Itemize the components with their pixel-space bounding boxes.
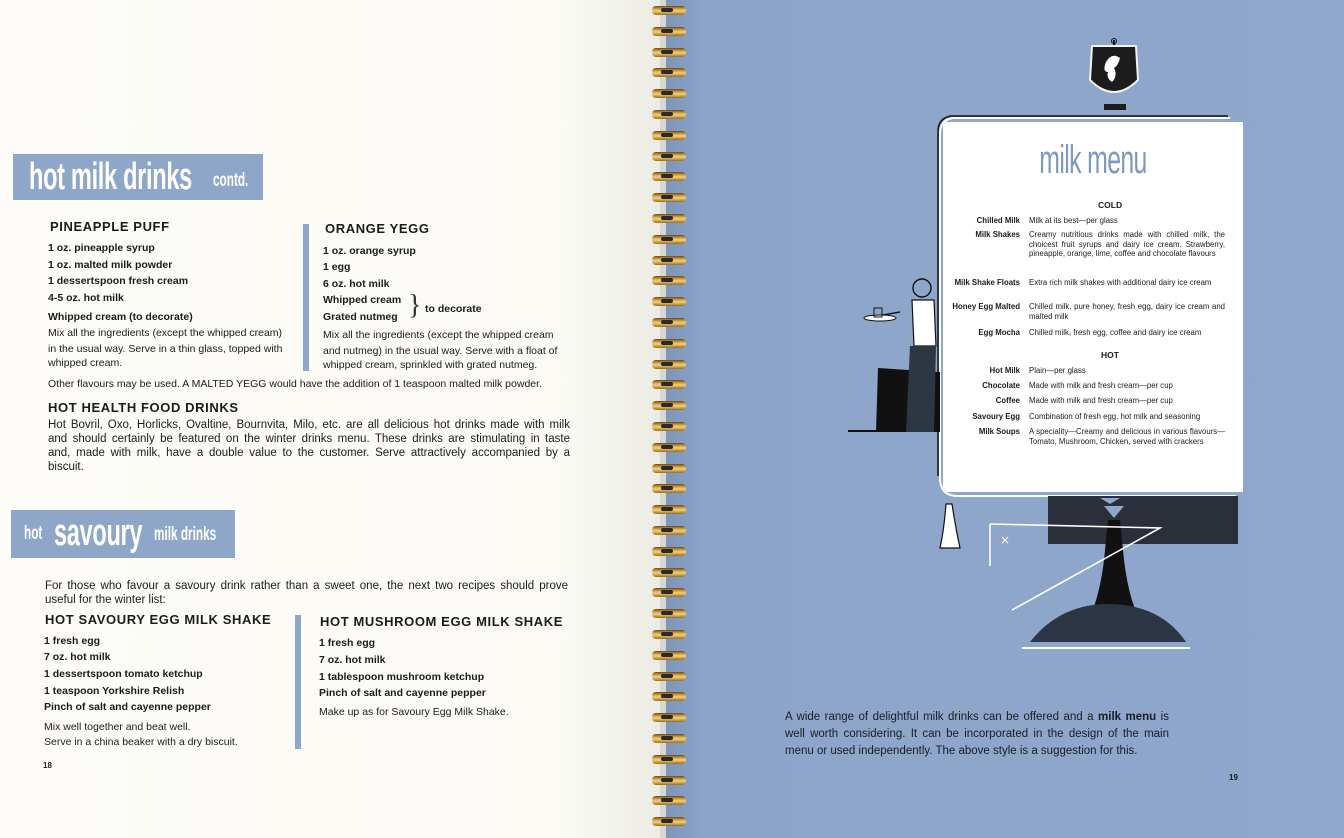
orange-ingredient: 1 egg — [323, 261, 351, 273]
pineapple-ingredient: 4-5 oz. hot milk — [48, 292, 124, 304]
spiral-coil — [652, 401, 686, 410]
spiral-coil — [652, 318, 686, 327]
savoury-ingredient: Pinch of salt and cayenne pepper — [44, 701, 211, 713]
cold-heading: COLD — [1098, 200, 1123, 210]
caption-text: A wide range of delightful milk drinks can be offered and a — [785, 711, 1099, 723]
pineapple-method: in the usual way. Serve in a thin glass, topped with — [48, 343, 283, 355]
hot-heading: HOT — [1101, 350, 1119, 360]
spiral-coil — [652, 734, 686, 743]
spiral-coil — [652, 568, 686, 577]
spiral-coil — [652, 692, 686, 701]
divider-bar — [303, 224, 309, 371]
spiral-coil — [652, 796, 686, 805]
menu-item-name: Milk Soups — [978, 427, 1020, 436]
menu-item-desc: Extra rich milk shakes with additional dairy ice cream — [1029, 278, 1212, 287]
orange-method: Mix all the ingredients (except the whipped cream — [323, 329, 554, 341]
menu-item-name: Milk Shake Floats — [954, 278, 1020, 287]
pineapple-ingredient: 1 dessertspoon fresh cream — [48, 275, 189, 287]
spiral-coil — [652, 110, 686, 119]
pineapple-ingredient: Whipped cream (to decorate) — [48, 311, 193, 323]
savoury-egg-title: HOT SAVOURY EGG MILK SHAKE — [45, 612, 272, 627]
orange-ingredient: 1 oz. orange syrup — [323, 245, 416, 257]
menu-title: milk menu — [1039, 138, 1147, 182]
spiral-coil — [652, 297, 686, 306]
spiral-coil — [652, 256, 686, 265]
health-drinks-line: Hot Bovril, Oxo, Horlicks, Ovaltine, Bournvita, Milo, etc. are all delicious hot drinks made with milk — [48, 419, 570, 431]
mushroom-ingredient: Pinch of salt and cayenne pepper — [319, 687, 486, 699]
other-flavours-note: Other flavours may be used. A MALTED YEGG would have the addition of 1 teaspoon malted milk powder. — [48, 378, 542, 390]
health-drinks-line: and should certainly be featured on the winter drinks menu. These drinks are stimulating in taste — [48, 433, 570, 445]
menu-item-desc: Creamy nutritious drinks made with chilled milk, the choicest fruit syrups and dairy ice cream. Strawberry, pineapple, orange, lime, coffee and chocolate flavours — [1029, 230, 1225, 259]
savoury-intro: For those who favour a savoury drink rather than a sweet one, the next two recipes should prove — [45, 580, 568, 592]
mushroom-ingredient: 1 fresh egg — [319, 637, 376, 649]
spiral-coil — [652, 131, 686, 140]
menu-item-name: Milk Shakes — [975, 230, 1020, 239]
orange-method: whipped cream, sprinkled with grated nutmeg. — [323, 359, 538, 371]
spiral-coil — [652, 547, 686, 556]
spiral-coil — [652, 380, 686, 389]
pineapple-ingredient: 1 oz. pineapple syrup — [48, 242, 155, 254]
orange-method: and nutmeg) in the usual way. Serve with a float of — [323, 345, 558, 357]
menu-item-desc: A speciality—Creamy and delicious in various flavours—Tomato, Mushroom, Chicken, served with crackers — [1029, 427, 1225, 446]
spiral-coil — [652, 464, 686, 473]
menu-item-desc: Made with milk and fresh cream—per cup — [1029, 381, 1173, 390]
mushroom-method: Make up as for Savoury Egg Milk Shake. — [319, 706, 509, 718]
spiral-coil — [652, 68, 686, 77]
caption-bold: milk menu — [1098, 711, 1157, 723]
caption-text: is well worth considering. It can be incorporated in the design of the main menu or used independently. The above style is a suggestion for this. — [785, 711, 1169, 757]
health-drinks-line: and, made with milk, have a double value to the customer. Serve attractively accompanied by a — [48, 447, 570, 459]
banner-subtitle: contd. — [213, 170, 249, 191]
banner-title: hot milk drinks — [29, 156, 192, 198]
orange-yegg-title: ORANGE YEGG — [325, 221, 430, 236]
spiral-coil — [652, 755, 686, 764]
spiral-coil — [652, 776, 686, 785]
savoury-method: Serve in a china beaker with a dry biscuit. — [44, 736, 238, 748]
spiral-coil — [652, 339, 686, 348]
milk-menu-card — [943, 122, 1243, 492]
menu-item-name: Coffee — [995, 396, 1020, 405]
pineapple-method: Mix all the ingredients (except the whipped cream) — [48, 327, 283, 339]
mushroom-ingredient: 1 tablespoon mushroom ketchup — [319, 671, 485, 683]
spiral-coil — [652, 27, 686, 36]
spiral-coil — [652, 817, 686, 826]
spiral-coil — [652, 89, 686, 98]
page-number: 19 — [1229, 773, 1238, 782]
banner-post: milk drinks — [154, 524, 217, 545]
spiral-coil — [652, 235, 686, 244]
savoury-intro: useful for the winter list: — [45, 594, 166, 606]
menu-item-desc: Chilled milk, fresh egg, coffee and dairy ice cream — [1029, 328, 1202, 337]
spiral-coil — [652, 6, 686, 15]
spiral-coil — [652, 193, 686, 202]
menu-item-name: Hot Milk — [989, 366, 1020, 375]
banner-savoury: savoury — [54, 512, 143, 554]
menu-item-desc: Milk at its best—per glass — [1029, 216, 1118, 225]
savoury-method: Mix well together and beat well. — [44, 721, 191, 733]
spiral-coil — [652, 630, 686, 639]
pineapple-method: whipped cream. — [48, 357, 123, 369]
spiral-coil — [652, 651, 686, 660]
orange-ingredient: Whipped cream — [323, 294, 402, 306]
spiral-coil — [652, 672, 686, 681]
health-drinks-title: HOT HEALTH FOOD DRINKS — [48, 400, 239, 415]
right-page — [666, 0, 1344, 838]
menu-item-name: Egg Mocha — [978, 328, 1020, 337]
to-decorate-label: to decorate — [425, 303, 482, 315]
spiral-coil — [652, 152, 686, 161]
svg-text:×: × — [1000, 533, 1011, 547]
pineapple-puff-title: PINEAPPLE PUFF — [50, 219, 170, 234]
menu-item-name: Chocolate — [982, 381, 1020, 390]
spiral-coil — [652, 484, 686, 493]
mushroom-ingredient: 7 oz. hot milk — [319, 654, 386, 666]
savoury-ingredient: 7 oz. hot milk — [44, 651, 111, 663]
hot-savoury-banner — [11, 510, 235, 558]
spiral-coil — [652, 48, 686, 57]
health-drinks-line: biscuit. — [48, 461, 84, 473]
divider-bar — [295, 615, 301, 749]
menu-item-name: Savoury Egg — [972, 412, 1020, 421]
orange-ingredient: Grated nutmeg — [323, 311, 398, 323]
menu-item-name: Honey Egg Malted — [952, 302, 1020, 311]
banner-pre: hot — [24, 523, 43, 544]
hot-milk-drinks-banner — [13, 154, 263, 200]
menu-item-name: Chilled Milk — [976, 216, 1020, 225]
savoury-ingredient: 1 dessertspoon tomato ketchup — [44, 668, 203, 680]
spiral-coil — [652, 609, 686, 618]
page-number: 18 — [43, 761, 52, 770]
spiral-coil — [652, 172, 686, 181]
savoury-ingredient: 1 teaspoon Yorkshire Relish — [44, 685, 185, 697]
lion-crest-icon — [1090, 39, 1138, 111]
spiral-coil — [652, 526, 686, 535]
spiral-coil — [652, 713, 686, 722]
spiral-coil — [652, 588, 686, 597]
pineapple-ingredient: 1 oz. malted milk powder — [48, 259, 173, 271]
menu-caption — [785, 709, 1169, 760]
left-page — [0, 0, 660, 838]
orange-ingredient: 6 oz. hot milk — [323, 278, 390, 290]
menu-item-desc: Chilled milk, pure honey, fresh egg, dairy ice cream and malted milk — [1029, 302, 1225, 321]
menu-item-desc: Made with milk and fresh cream—per cup — [1029, 396, 1173, 405]
spiral-coil — [652, 505, 686, 514]
mushroom-title: HOT MUSHROOM EGG MILK SHAKE — [320, 614, 563, 629]
decorate-brace: } — [408, 290, 422, 321]
spiral-coil — [652, 443, 686, 452]
spiral-coil — [652, 360, 686, 369]
menu-item-desc: Plain—per glass — [1029, 366, 1086, 375]
spiral-coil — [652, 214, 686, 223]
savoury-ingredient: 1 fresh egg — [44, 635, 101, 647]
menu-item-desc: Combination of fresh egg, hot milk and seasoning — [1029, 412, 1201, 421]
spiral-coil — [652, 422, 686, 431]
spiral-coil — [652, 276, 686, 285]
